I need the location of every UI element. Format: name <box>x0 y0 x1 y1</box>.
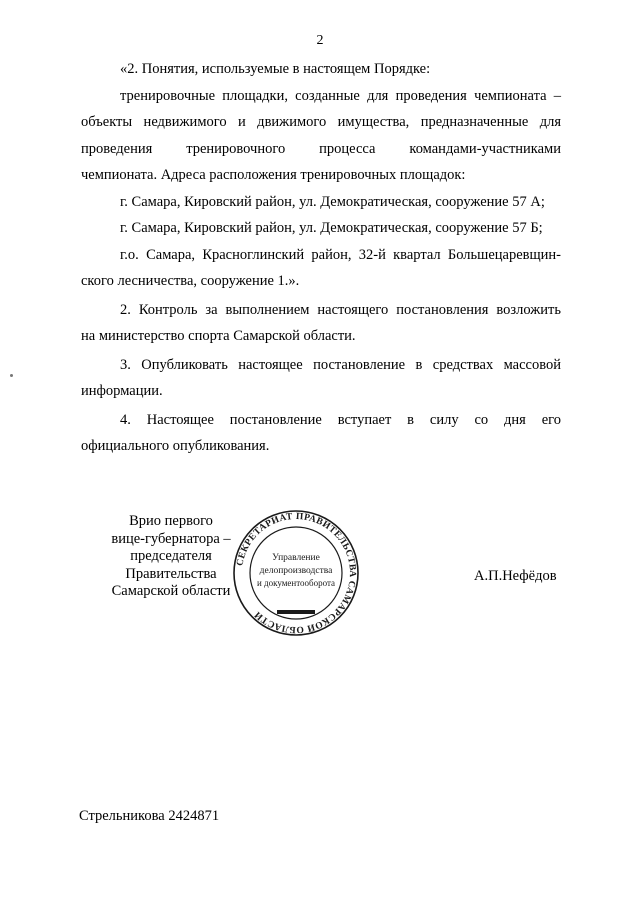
signatory-title-line: Самарской области <box>111 583 231 599</box>
stamp-inner-line: и документооборота <box>256 578 336 588</box>
stamp-outer-text: СЕКРЕТАРИАТ ПРАВИТЕЛЬСТВА САМАРСКОЙ ОБЛАСТИ <box>235 511 358 635</box>
stamp-inner-line: Управление <box>272 553 320 563</box>
signatory-name: А.П.Нефёдов <box>474 568 557 584</box>
official-stamp <box>231 508 361 638</box>
address-line: г.о. Самара, Красноглинский район, 32-й квартал Большецаревщин- <box>120 246 561 263</box>
text-line: проведения тренировочного процесса командами-участниками <box>81 140 561 157</box>
executor-contact: Стрельникова 2424871 <box>79 808 220 824</box>
stamp-inner-line: делопроизводства <box>259 566 333 576</box>
paragraph-item-2: 2. Контроль за выполнением настоящего постановления возложить <box>120 301 561 318</box>
address-line: ского лесничества, сооружение 1.». <box>81 273 300 289</box>
text-line: объекты недвижимого и движимого имущества, предназначенные для <box>81 114 561 130</box>
text-line: официального опубликования. <box>81 438 270 454</box>
paragraph-item-4: 4. Настоящее постановление вступает в силу со дня его <box>120 411 561 428</box>
text-line: на министерство спорта Самарской области. <box>81 328 356 344</box>
paragraph-definitions-heading: «2. Понятия, используемые в настоящем Порядке: <box>120 61 431 77</box>
margin-dot <box>10 374 13 377</box>
address-line: г. Самара, Кировский район, ул. Демократическая, сооружение 57 Б; <box>120 220 543 236</box>
stamp-mark <box>277 610 315 614</box>
signatory-title-line: Врио первого <box>129 513 213 529</box>
page-number: 2 <box>316 33 324 48</box>
text-line: информации. <box>81 383 163 399</box>
signatory-title-line: председателя Правительства <box>125 548 217 582</box>
document-body <box>81 56 561 460</box>
address-line: г. Самара, Кировский район, ул. Демократическая, сооружение 57 А; <box>120 193 545 210</box>
signatory-title-line: вице-губернатора – <box>111 530 231 547</box>
signatory-title <box>96 513 246 601</box>
paragraph-item-3: 3. Опубликовать настоящее постановление в средствах массовой <box>120 356 561 373</box>
text-line: чемпионата. Адреса расположения тренировочных площадок: <box>81 167 466 183</box>
text-line: тренировочные площадки, созданные для проведения чемпионата – <box>120 87 561 104</box>
